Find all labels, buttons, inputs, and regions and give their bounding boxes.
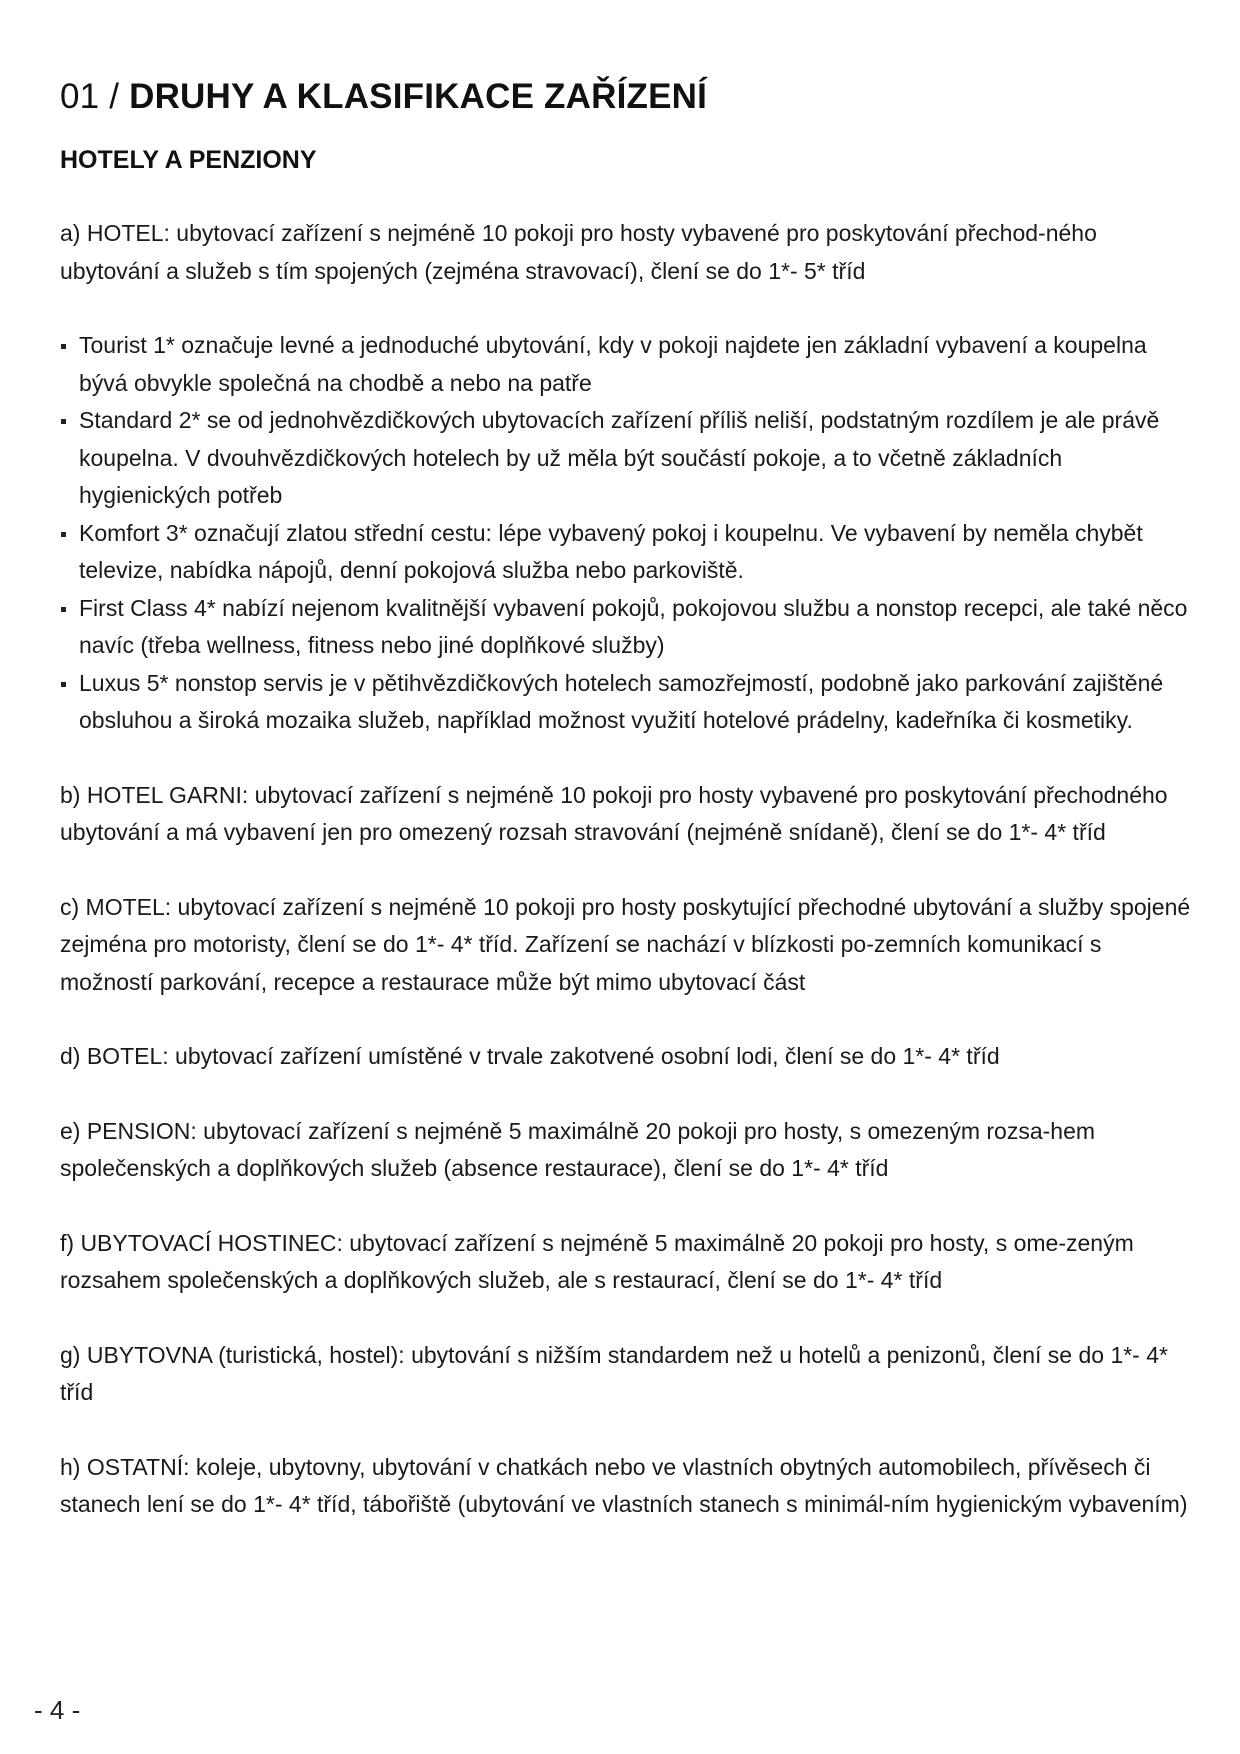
list-item-text: Komfort 3* označují zlatou střední cestu: lépe vybavený pokoj i koupelnu. Ve vybavení by neměla chybět televize, nabídka nápojů, denní pokojová služba nebo parkoviště.	[79, 519, 1143, 583]
definition-lead: h) OSTATNÍ	[60, 1453, 184, 1480]
page-number: - 4 -	[34, 1695, 81, 1725]
definition-pension	[60, 1113, 1195, 1188]
bullet-icon	[61, 419, 66, 424]
list-item	[60, 327, 1195, 402]
definition-lead: c) MOTEL	[60, 893, 165, 920]
definition-lead: g) UBYTOVNA	[60, 1341, 212, 1368]
title-text: DRUHY A KLASIFIKACE ZAŘÍZENÍ	[129, 77, 708, 116]
definition-lead: e) PENSION	[60, 1117, 191, 1144]
list-item	[60, 590, 1195, 665]
list-item	[60, 665, 1195, 740]
list-item-text: Luxus 5* nonstop servis je v pětihvězdičkových hotelech samozřejmostí, podobně jako parkování zajištěné obsluhou a široká mozaika služeb, například možnost využití hotelové prádelny, kadeřníka či kosmetiky.	[79, 669, 1164, 733]
definition-lead: a) HOTEL	[60, 220, 164, 246]
list-item-text: Tourist 1* označuje levné a jednoduché ubytování, kdy v pokoji najdete jen základní vybavení a koupelna bývá obvykle společná na chodbě a nebo na patře	[79, 332, 1147, 396]
definition-lead: d) BOTEL	[60, 1043, 163, 1069]
definition-text: ubytovací zařízení s nejméně 5 maximálně 20 pokoji pro hosty, s ome-zeným rozsahem společenských a doplňkových služeb, ale s restaurací, člení se do 1*- 4* tříd	[60, 1229, 1134, 1293]
definition-hotel	[60, 215, 1195, 290]
list-item-text: Standard 2* se od jednohvězdičkových ubytovacích zařízení příliš neliší, podstatným rozdílem je ale právě koupelna. V dvouhvězdičkových hotelech by už měla být součástí pokoje, a to včetně základních hygienických potřeb	[79, 407, 1160, 508]
definition-lead: b) HOTEL GARNI:	[60, 781, 249, 808]
list-item-text: First Class 4* nabízí nejenom kvalitnější vybavení pokojů, pokojovou službu a nonstop recepci, ale také něco navíc (třeba wellness, fitness nebo jiné doplňkové služby)	[79, 594, 1188, 658]
hotel-class-list	[60, 327, 1195, 740]
bullet-icon	[61, 607, 66, 612]
definition-botel	[60, 1038, 1195, 1076]
title-number: 01 /	[60, 77, 130, 116]
definition-motel	[60, 889, 1195, 1002]
definition-lead: f) UBYTOVACÍ HOSTINEC:	[60, 1229, 343, 1256]
definition-text: : ubytovací zařízení s nejméně 10 pokoji pro hosty poskytující přechodné ubytování a služby spojené zejména pro motoristy, člení se do 1*- 4* tříd. Zařízení se nachází v blízkosti po-zemních komunikací s možností parkování, recepce a restaurace může být mimo ubytovací část	[60, 893, 1191, 995]
definition-text: : ubytovací zařízení s nejméně 10 pokoji pro hosty vybavené pro poskytování přechod-ného ubytování a služeb s tím spojených (zejména stravovací), člení se do 1*- 5* tříd	[60, 220, 1097, 284]
definition-hotel-garni	[60, 777, 1195, 852]
definition-text: : ubytovací zařízení umístěné v trvale zakotvené osobní lodi, člení se do 1*- 4* tříd	[162, 1043, 1000, 1069]
definition-text: ubytovací zařízení s nejméně 10 pokoji pro hosty vybavené pro poskytování přechodného ubytování a má vybavení jen pro omezený rozsah stravování (nejméně snídaně), člení se do 1*- 4* tříd	[60, 781, 1168, 845]
bullet-icon	[61, 344, 66, 349]
definition-text: : ubytovací zařízení s nejméně 5 maximálně 20 pokoji pro hosty, s omezeným rozsa-hem společenských a doplňkových služeb (absence restaurace), člení se do 1*- 4* tříd	[60, 1117, 1096, 1181]
list-item	[60, 402, 1195, 515]
definition-text: (turistická, hostel): ubytování s nižším standardem než u hotelů a penizonů, člení se do 1*- 4* tříd	[60, 1341, 1168, 1405]
definition-ubytovna	[60, 1337, 1195, 1412]
page-title	[60, 76, 1195, 118]
definition-text: : koleje, ubytovny, ubytování v chatkách nebo ve vlastních obytných automobilech, přívěsech či stanech lení se do 1*- 4* tříd, tábořiště (ubytování ve vlastních stanech s minimál-ním hygienickým vybavením)	[60, 1453, 1188, 1517]
bullet-icon	[61, 532, 66, 537]
page-content	[60, 76, 1195, 1524]
section-subtitle: HOTELY A PENZIONY	[60, 146, 317, 174]
list-item	[60, 515, 1195, 590]
definition-ubytovaci-hostinec	[60, 1225, 1195, 1300]
definition-ostatni	[60, 1449, 1195, 1524]
bullet-icon	[61, 682, 66, 687]
